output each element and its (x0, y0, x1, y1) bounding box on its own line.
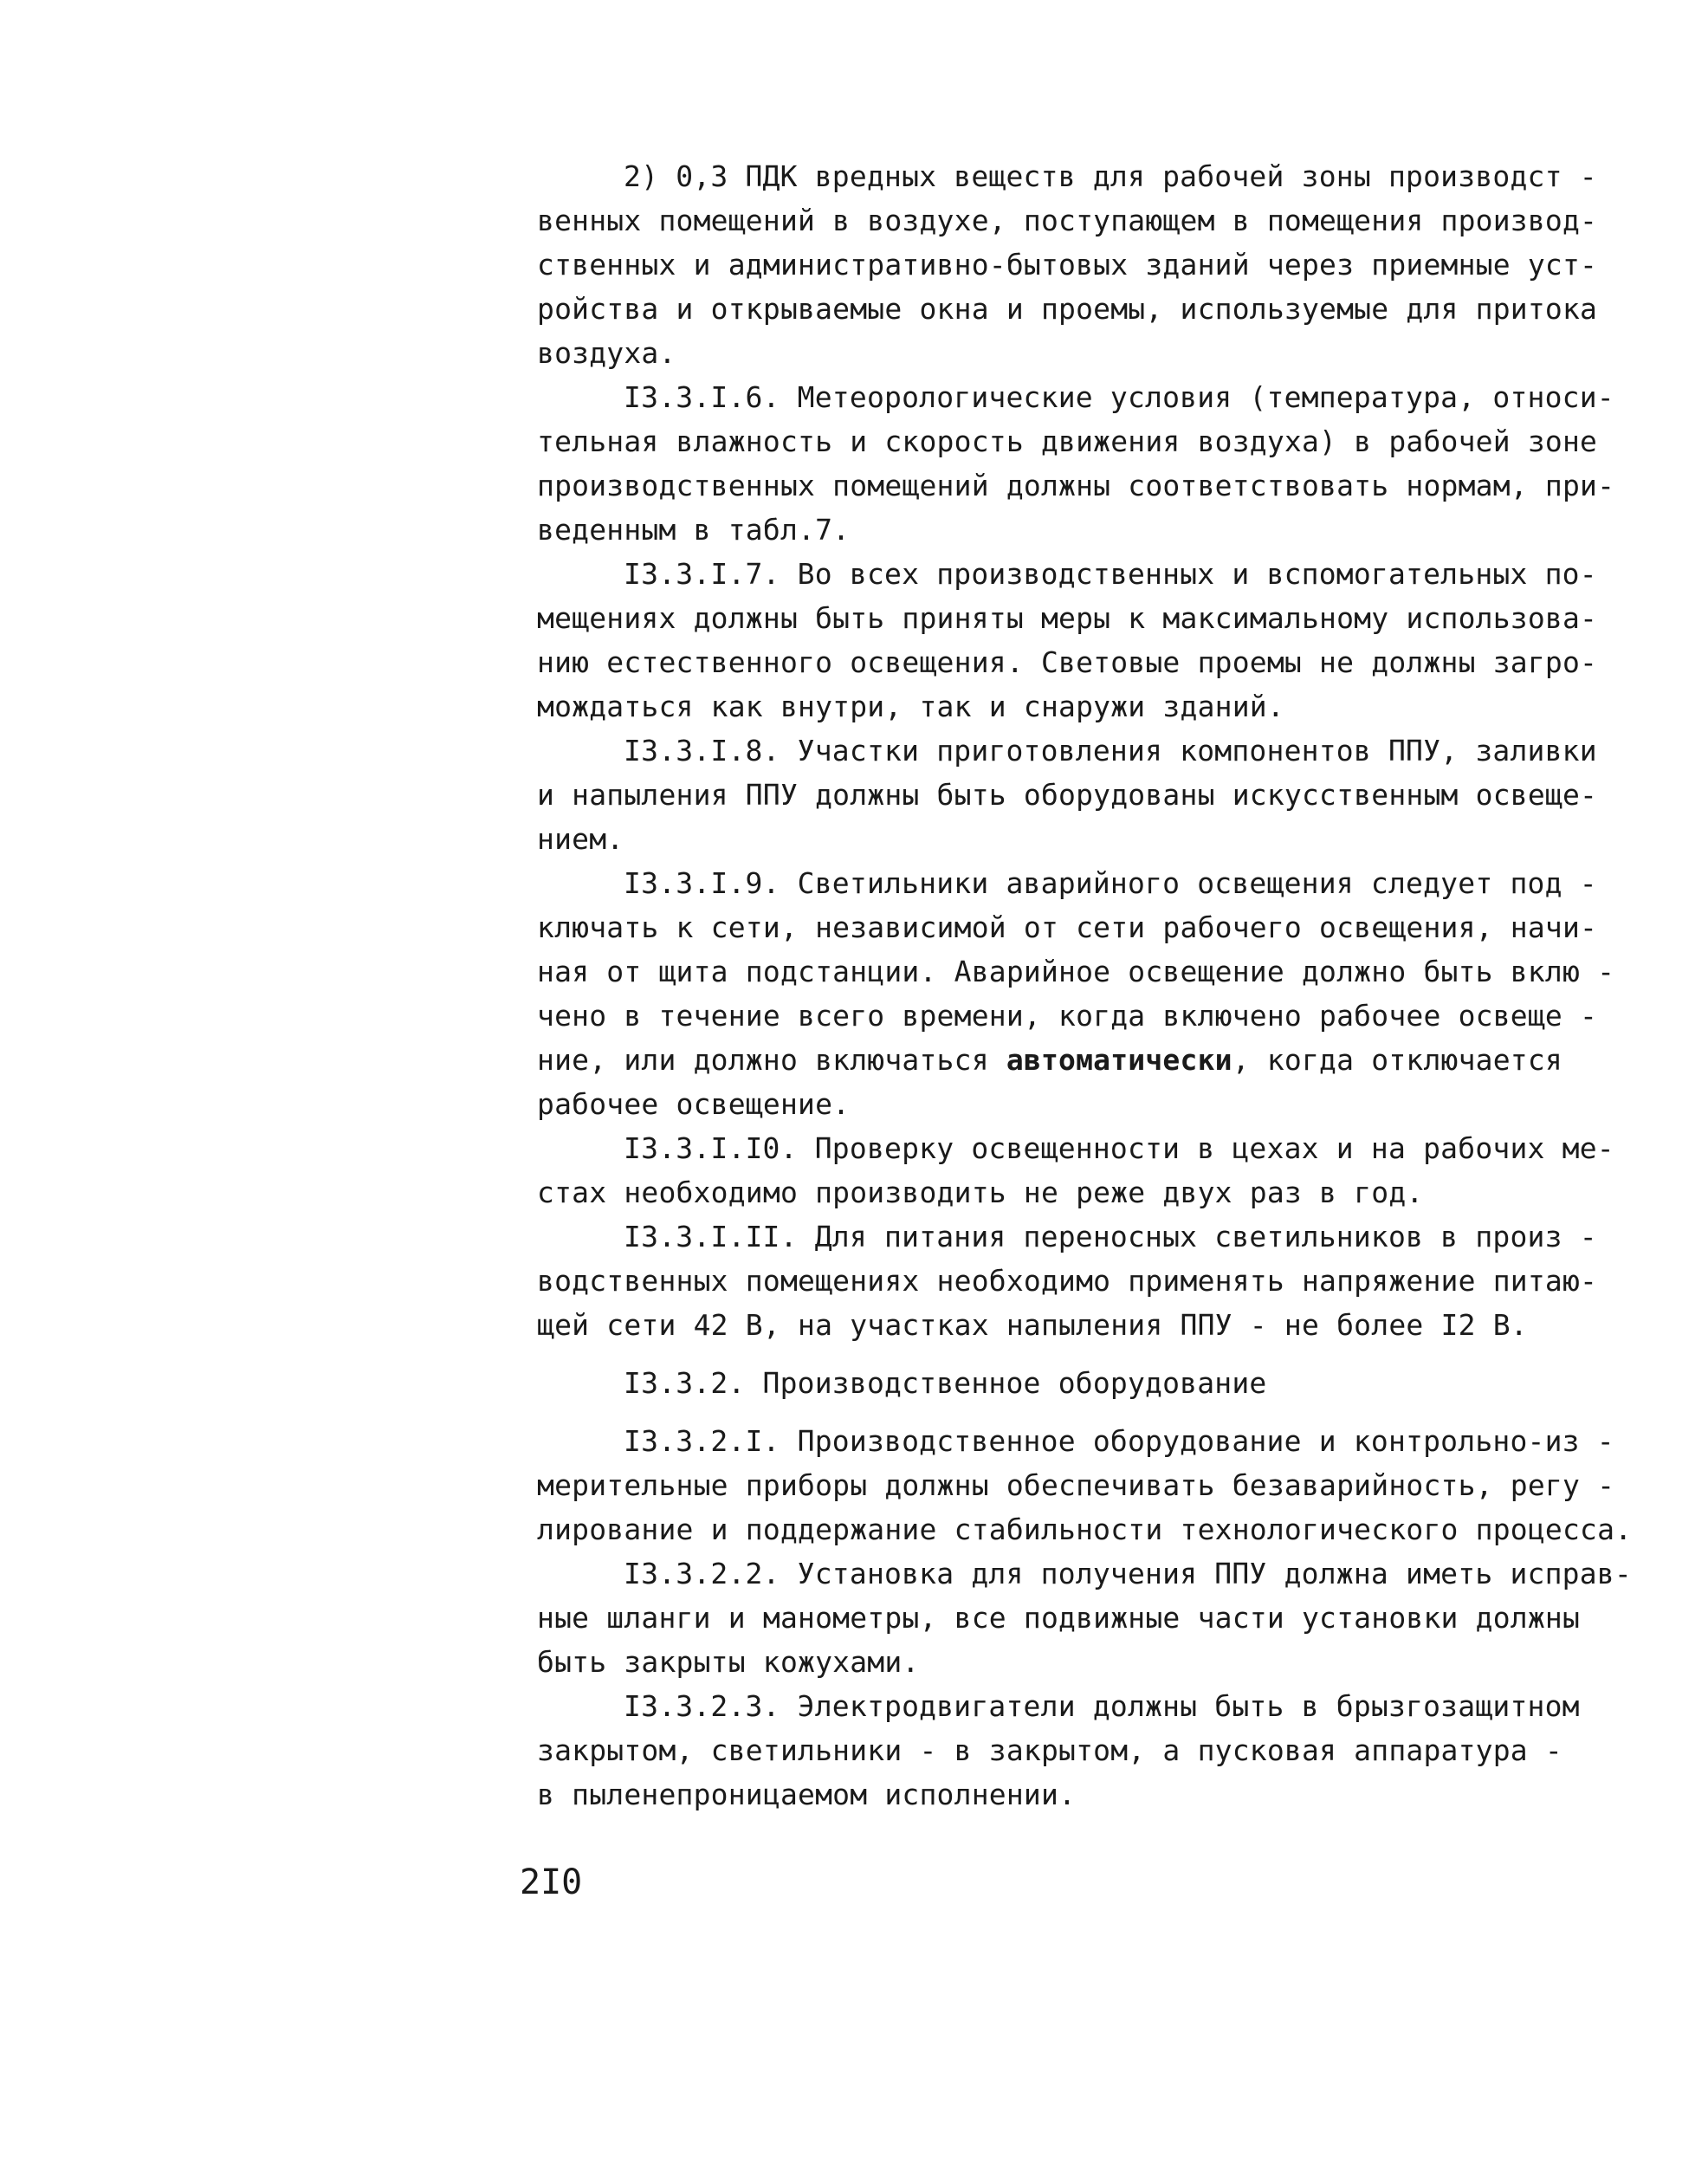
text-line: мождаться как внутри, так и снаружи зданий. (537, 690, 1284, 723)
text-line: мерительные приборы должны обеспечивать безаварийность, регу - (537, 1468, 1615, 1502)
section-gap (537, 1347, 1628, 1361)
text-segment: , когда отключается (1232, 1043, 1563, 1077)
page-number: 2I0 (520, 1862, 583, 1902)
text-line: производственных помещений должны соответствовать нормам, при- (537, 469, 1615, 502)
text-line (537, 1038, 1628, 1082)
text-line: I3.3.I.7. Во всех производственных и вспомогательных по- (624, 557, 1597, 591)
text-line: рабочее освещение. (537, 1087, 851, 1121)
text-line: закрытом, светильники - в закрытом, а пусковая аппаратура - (537, 1733, 1562, 1767)
section-gap (537, 1405, 1628, 1419)
text-line: чено в течение всего времени, когда включено рабочее освеще - (537, 999, 1598, 1033)
text-line: 2) 0,3 ПДК вредных веществ для рабочей зоны производст - (624, 159, 1597, 193)
text-line: воздуха. (537, 336, 676, 370)
text-line: нию естественного освещения. Световые проемы не должны загро- (537, 645, 1598, 679)
text-line: ственных и административно-бытовых зданий через приемные уст- (537, 248, 1598, 282)
text-line: ройства и открываемые окна и проемы, используемые для притока (537, 292, 1598, 326)
text-line: щей сети 42 В, на участках напыления ППУ - не более I2 В. (537, 1308, 1528, 1342)
text-line: I3.3.I.8. Участки приготовления компонентов ППУ, заливки (624, 734, 1597, 768)
text-line: стах необходимо производить не реже двух раз в год. (537, 1176, 1424, 1209)
text-line: ная от щита подстанции. Аварийное освещение должно быть вклю - (537, 955, 1615, 988)
text-line: I3.3.2.3. Электродвигатели должны быть в брызгозащитном (624, 1689, 1580, 1723)
text-line: быть закрыты кожухами. (537, 1645, 920, 1679)
text-line: нием. (537, 822, 624, 856)
text-line: мещениях должны быть приняты меры к максимальному использова- (537, 601, 1598, 635)
text-line: тельная влажность и скорость движения воздуха) в рабочей зоне (537, 424, 1598, 458)
text-line: I3.3.I.I0. Проверку освещенности в цехах и на рабочих ме- (624, 1131, 1614, 1165)
text-line: I3.3.2.2. Установка для получения ППУ должна иметь исправ- (624, 1557, 1632, 1590)
body-text (537, 154, 1633, 1817)
section-heading: I3.3.2. Производственное оборудование (624, 1366, 1267, 1400)
text-segment: ние, или должно включаться (537, 1043, 1006, 1077)
text-line: I3.3.I.9. Светильники аварийного освещения следует под - (624, 866, 1597, 900)
text-line: ключать к сети, независимой от сети рабочего освещения, начи- (537, 910, 1598, 944)
text-line: I3.3.I.6. Метеорологические условия (температура, относи- (624, 380, 1614, 414)
text-line: ные шланги и манометры, все подвижные части установки должны (537, 1601, 1581, 1635)
text-line: водственных помещениях необходимо применять напряжение питаю- (537, 1264, 1598, 1298)
text-line: I3.3.I.II. Для питания переносных светильников в произ - (624, 1220, 1597, 1253)
text-line: I3.3.2.I. Производственное оборудование и контрольно-из - (624, 1424, 1614, 1458)
text-line: и напыления ППУ должны быть оборудованы искусственным освеще- (537, 778, 1598, 812)
text-line: веденным в табл.7. (537, 513, 851, 547)
text-line: в пыленепроницаемом исполнении. (537, 1778, 1077, 1811)
text-line: венных помещений в воздухе, поступающем в помещения производ- (537, 204, 1598, 237)
text-line: лирование и поддержание стабильности технологического процесса. (537, 1512, 1633, 1546)
bold-word: автоматически (1006, 1043, 1232, 1077)
